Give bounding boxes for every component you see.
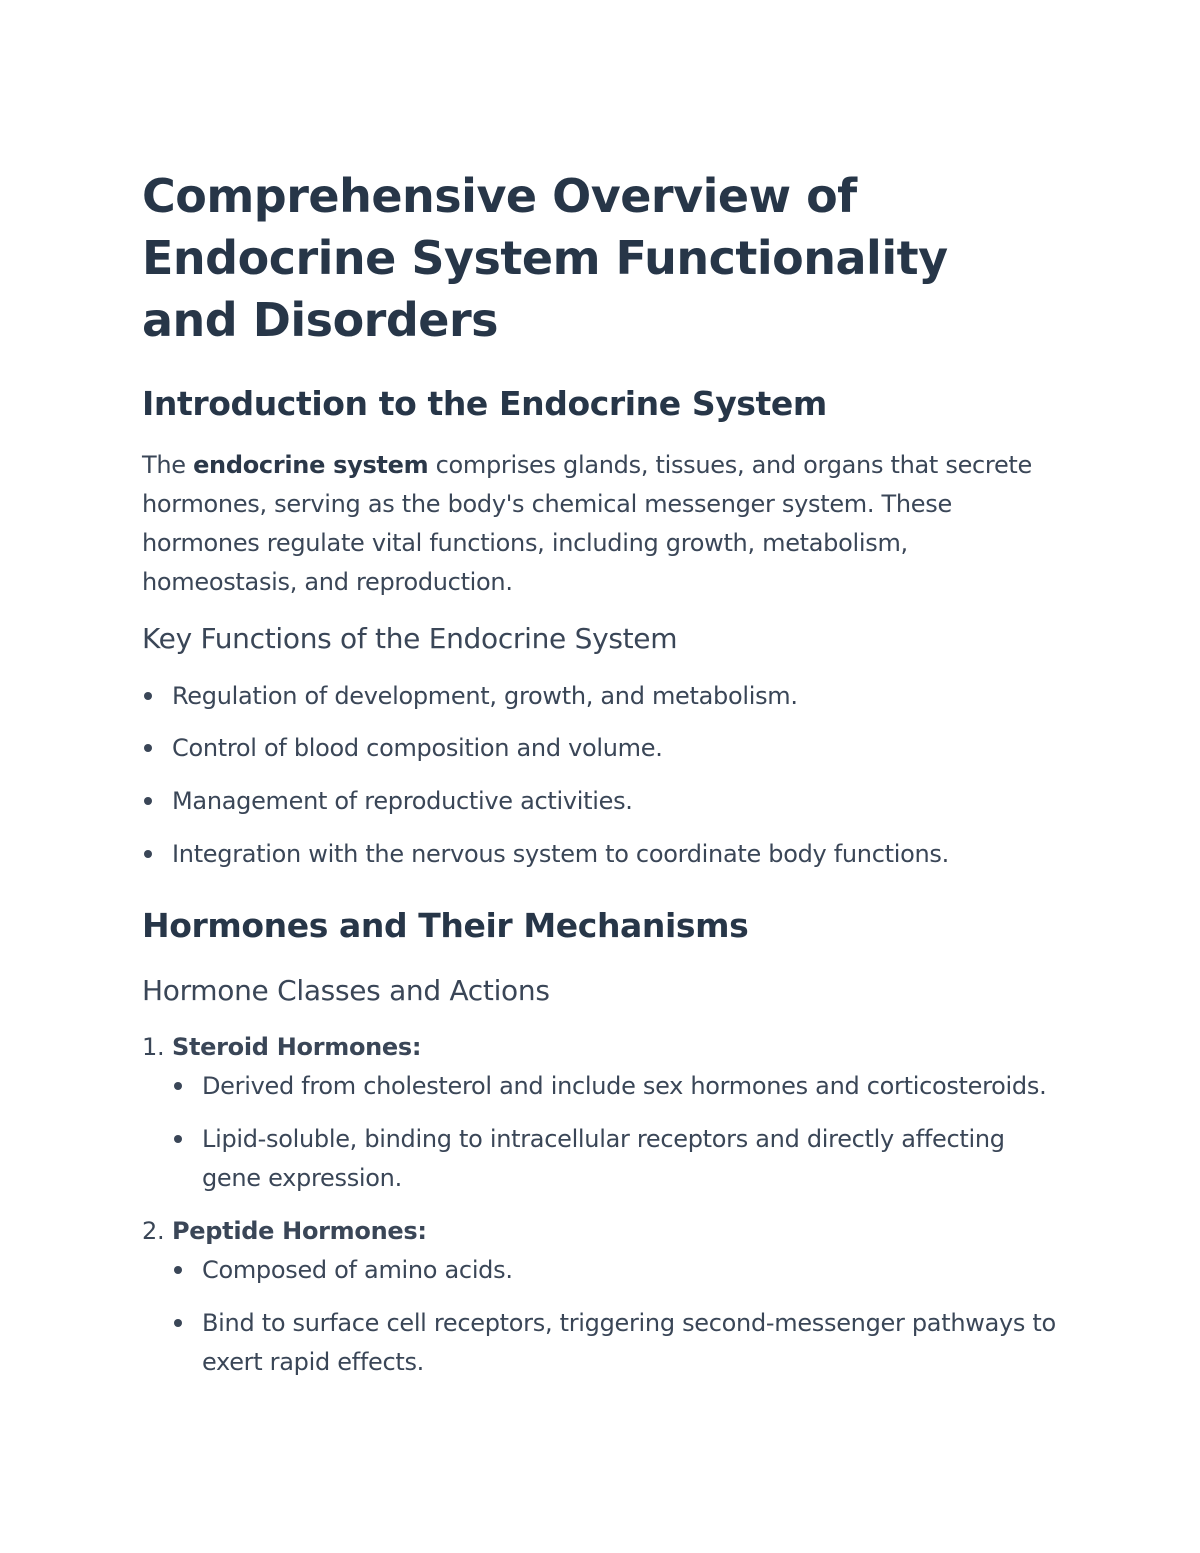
intro-paragraph-prefix: The	[142, 451, 194, 479]
list-item: Control of blood composition and volume.	[142, 729, 1057, 768]
intro-paragraph-bold: endocrine system	[193, 451, 429, 479]
steroid-points-list	[172, 1067, 1057, 1198]
intro-paragraph-rest: comprises glands, tissues, and organs that secrete hormones, serving as the body's chemical messenger system. These hormones regulate vital functions, including growth, metabolism, homeostasis, and reproduction.	[142, 451, 1033, 596]
subheading-key-functions: Key Functions of the Endocrine System	[142, 622, 678, 655]
list-item: Lipid-soluble, binding to intracellular receptors and directly affecting gene expression.	[172, 1120, 1057, 1198]
hormone-classes-list	[142, 1028, 1057, 1382]
list-number: 1.	[142, 1033, 165, 1061]
peptide-points-list	[172, 1251, 1057, 1382]
hormone-class-item	[142, 1028, 1057, 1198]
list-number: 2.	[142, 1217, 165, 1245]
hormone-class-name: Steroid Hormones:	[172, 1033, 422, 1061]
key-functions-list	[142, 677, 1057, 874]
section-heading-hormones: Hormones and Their Mechanisms	[142, 906, 749, 945]
hormone-class-item	[142, 1212, 1057, 1382]
intro-paragraph	[142, 446, 1057, 602]
list-item: Bind to surface cell receptors, triggering second-messenger pathways to exert rapid effects.	[172, 1304, 1057, 1382]
list-item: Regulation of development, growth, and metabolism.	[142, 677, 1057, 716]
list-item: Composed of amino acids.	[172, 1251, 1057, 1290]
list-item: Management of reproductive activities.	[142, 782, 1057, 821]
document-page	[142, 165, 1057, 1382]
list-item: Integration with the nervous system to coordinate body functions.	[142, 835, 1057, 874]
subheading-hormone-classes: Hormone Classes and Actions	[142, 974, 550, 1007]
hormone-class-name: Peptide Hormones:	[172, 1217, 427, 1245]
document-title: Comprehensive Overview of Endocrine System Functionality and Disorders	[142, 169, 948, 347]
section-heading-introduction: Introduction to the Endocrine System	[142, 384, 827, 423]
list-item: Derived from cholesterol and include sex hormones and corticosteroids.	[172, 1067, 1057, 1106]
